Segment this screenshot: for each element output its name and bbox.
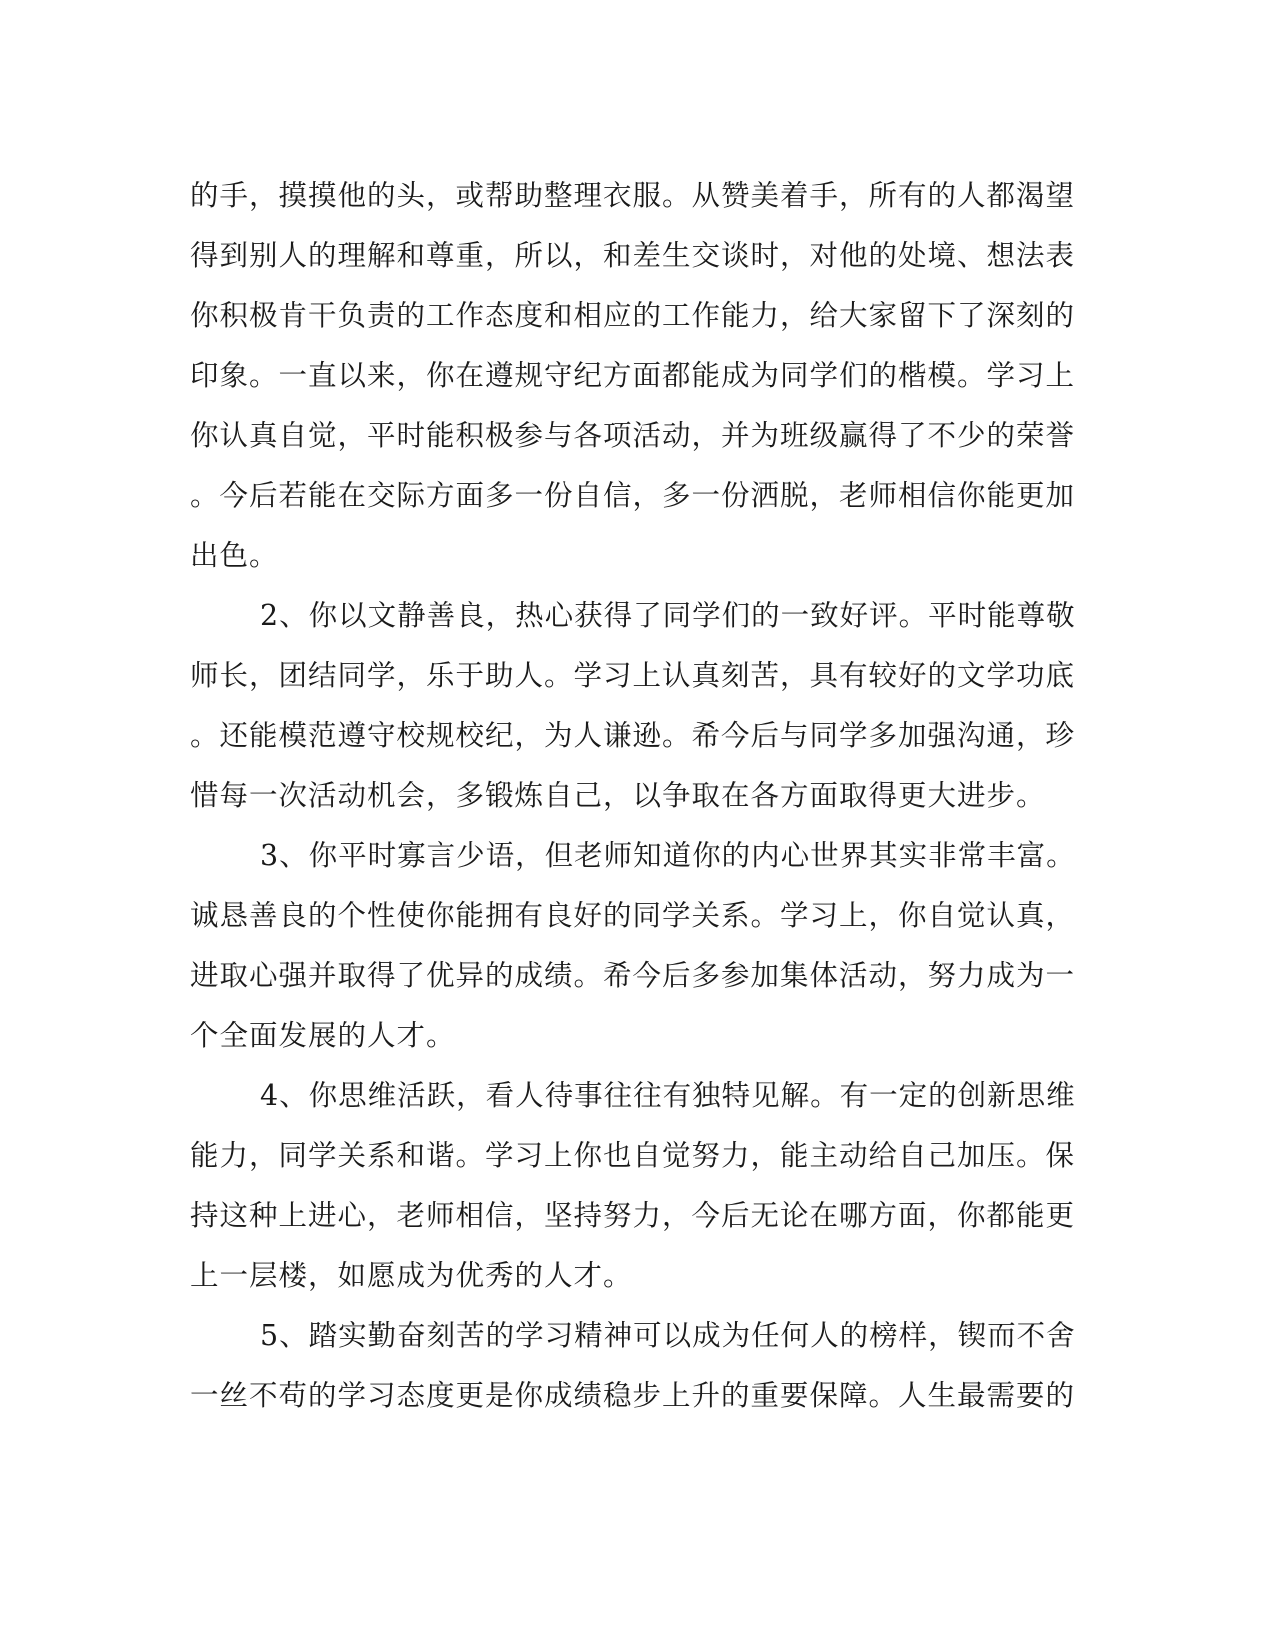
text-line: 惜每一次活动机会，多锻炼自己，以争取在各方面取得更大进步。 [190,779,1046,812]
text-line: 出色。 [190,539,279,572]
document-body [190,166,1076,1426]
text-line: 。还能模范遵守校规校纪，为人谦逊。希今后与同学多加强沟通，珍 [190,719,1076,752]
text-line: 。今后若能在交际方面多一份自信，多一份洒脱，老师相信你能更加 [190,479,1076,512]
text-line: 上一层楼，如愿成为优秀的人才。 [190,1259,633,1292]
text-line: 师长，团结同学，乐于助人。学习上认真刻苦，具有较好的文学功底 [190,659,1076,692]
paragraph-1 [190,166,1076,586]
text-line: 你认真自觉，平时能积极参与各项活动，并为班级赢得了不少的荣誉 [190,419,1076,452]
text-line: 3、你平时寡言少语，但老师知道你的内心世界其实非常丰富。 [260,839,1076,872]
paragraph-3 [190,826,1076,1066]
text-line: 印象。一直以来，你在遵规守纪方面都能成为同学们的楷模。学习上 [190,359,1076,392]
text-line: 个全面发展的人才。 [190,1019,456,1052]
text-line: 你积极肯干负责的工作态度和相应的工作能力，给大家留下了深刻的 [190,299,1076,332]
text-line: 4、你思维活跃，看人待事往往有独特见解。有一定的创新思维 [260,1079,1076,1112]
text-line: 进取心强并取得了优异的成绩。希今后多参加集体活动，努力成为一 [190,959,1076,992]
paragraph-2 [190,586,1076,826]
text-line: 得到别人的理解和尊重，所以，和差生交谈时，对他的处境、想法表 [190,239,1076,272]
text-line: 持这种上进心，老师相信，坚持努力，今后无论在哪方面，你都能更 [190,1199,1076,1232]
text-line: 的手，摸摸他的头，或帮助整理衣服。从赞美着手，所有的人都渴望 [190,179,1076,212]
text-line: 诚恳善良的个性使你能拥有良好的同学关系。学习上，你自觉认真， [190,899,1076,932]
text-line: 2、你以文静善良，热心获得了同学们的一致好评。平时能尊敬 [260,599,1076,632]
text-line: 能力，同学关系和谐。学习上你也自觉努力，能主动给自己加压。保 [190,1139,1076,1172]
paragraph-4 [190,1066,1076,1306]
paragraph-5 [190,1306,1076,1426]
text-line: 5、踏实勤奋刻苦的学习精神可以成为任何人的榜样，锲而不舍 [260,1319,1076,1352]
text-line: 一丝不苟的学习态度更是你成绩稳步上升的重要保障。人生最需要的 [190,1379,1076,1412]
